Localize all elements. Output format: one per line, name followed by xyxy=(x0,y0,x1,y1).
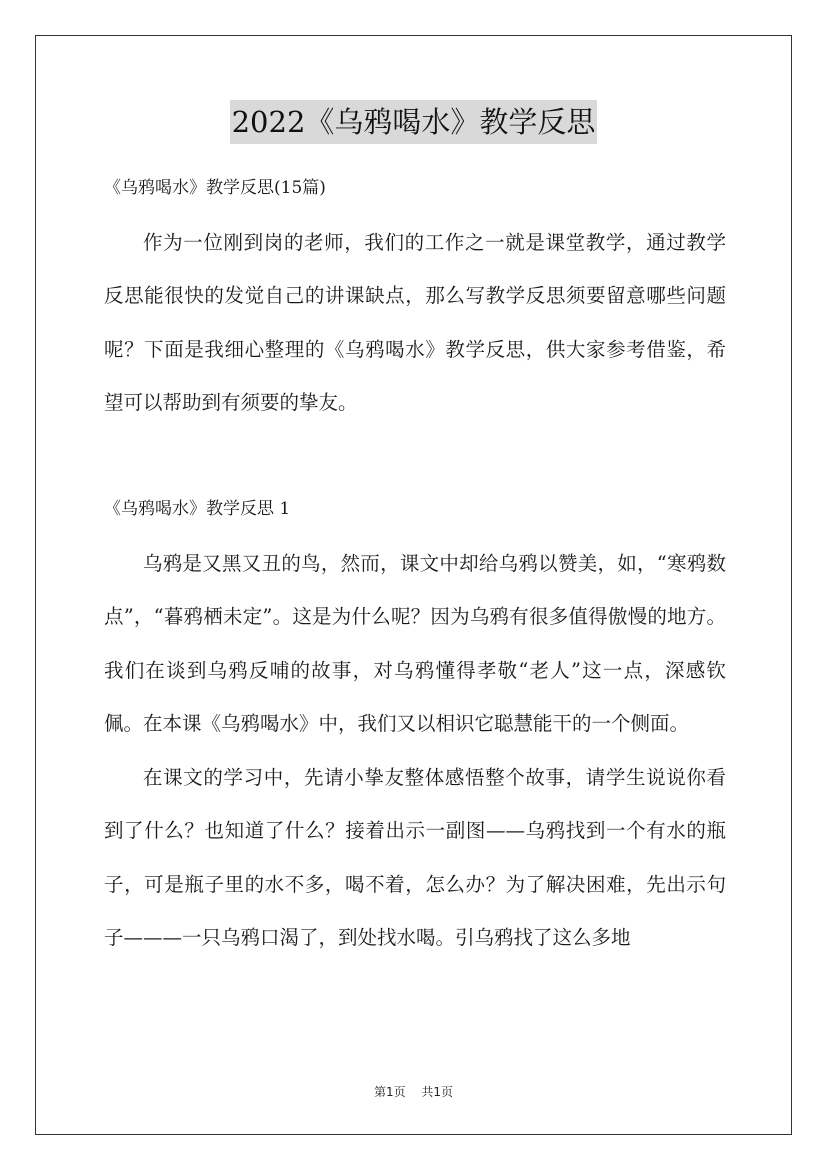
document-body xyxy=(104,162,726,965)
document-title: 2022《乌鸦喝水》教学反思 xyxy=(230,100,598,144)
page-footer xyxy=(0,1083,827,1100)
document-subtitle: 《乌鸦喝水》教学反思(15篇) xyxy=(104,178,326,198)
body-paragraph-2: 在课文的学习中，先请小挚友整体感悟整个故事，请学生说说你看到了什么？也知道了什么？接着出示一副图——乌鸦找到一个有水的瓶子，可是瓶子里的水不多，喝不着，怎么办？为了解决困难，先出示句子———一只乌鸦口渴了，到处找水喝。引乌鸦找了这么多地 xyxy=(104,765,726,949)
body-paragraph-1: 乌鸦是又黑又丑的鸟，然而，课文中却给乌鸦以赞美，如，“寒鸦数点”，“暮鸦栖未定”。这是为什么呢？因为乌鸦有很多值得傲慢的地方。我们在谈到乌鸦反哺的故事，对乌鸦懂得孝敬“老人”这一点，深感钦佩。在本课《乌鸦喝水》中，我们又以相识它聪慧能干的一个侧面。 xyxy=(104,551,726,735)
intro-paragraph: 作为一位刚到岗的老师，我们的工作之一就是课堂教学，通过教学反思能很快的发觉自己的讲课缺点，那么写教学反思须要留意哪些问题呢？下面是我细心整理的《乌鸦喝水》教学反思，供大家参考借鉴，希望可以帮助到有须要的挚友。 xyxy=(104,230,726,414)
title-container xyxy=(0,100,827,144)
paragraph-spacer xyxy=(104,430,726,484)
section-heading: 《乌鸦喝水》教学反思 1 xyxy=(104,499,291,519)
page-number-total: 共1页 xyxy=(421,1085,454,1099)
page-number-current: 第1页 xyxy=(373,1085,406,1099)
